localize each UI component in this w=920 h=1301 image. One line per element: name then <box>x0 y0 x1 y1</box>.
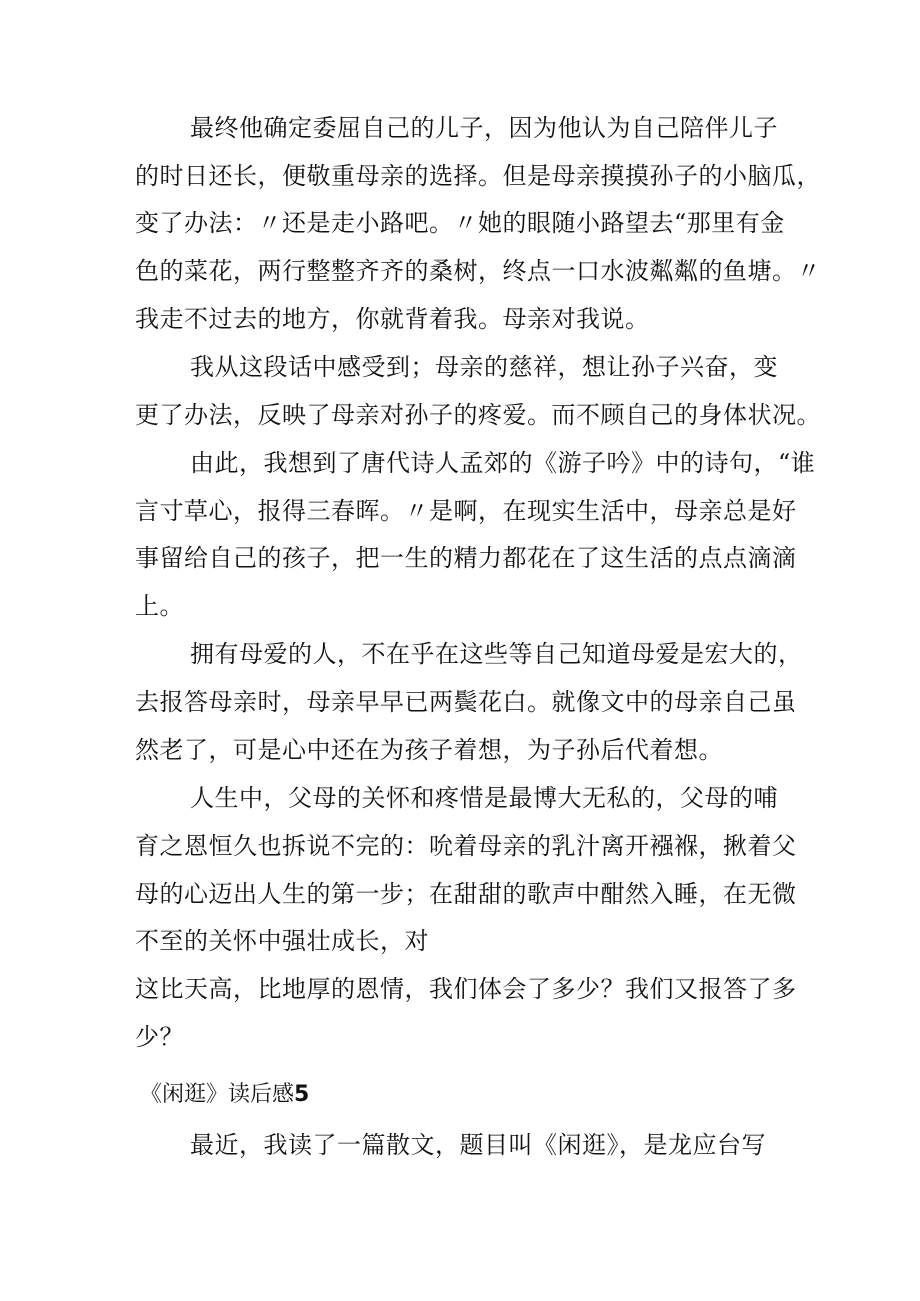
paragraph-3-line-1: 由此，我想到了唐代诗人孟郊的《游子吟》中的诗句，“谁 <box>190 449 816 477</box>
paragraph-1-line-2: 的时日还长，便敬重母亲的选择。但是母亲摸摸孙子的小脑瓜， <box>135 162 821 190</box>
paragraph-1-line-4: 色的菜花，两行整整齐齐的桑树，终点一口水波粼粼的鱼塘。〃 <box>135 257 821 285</box>
paragraph-4-line-3: 然老了，可是心中还在为孩子着想，为子孙后代着想。 <box>135 736 723 764</box>
paragraph-6-line-1: 这比天高，比地厚的恩情，我们体会了多少？我们又报答了多 <box>135 975 797 1003</box>
paragraph-1-line-1: 最终他确定委屈自己的儿子，因为他认为自己陪伴儿子 <box>190 114 778 142</box>
paragraph-2-line-2: 更了办法，反映了母亲对孙子的疼爱。而不顾自己的身体状况。 <box>135 401 821 429</box>
paragraph-3-line-2: 言寸草心，报得三春晖。〃是啊，在现实生活中，母亲总是好 <box>135 497 797 525</box>
paragraph-4-line-1: 拥有母爱的人，不在乎在这些等自己知道母爱是宏大的， <box>190 640 803 668</box>
paragraph-3-line-3: 事留给自己的孩子，把一生的精力都花在了这生活的点点滴滴 <box>135 544 797 572</box>
paragraph-3-line-4: 上。 <box>135 592 184 620</box>
paragraph-1-line-5: 我走不过去的地方，你就背着我。母亲对我说。 <box>135 305 650 333</box>
paragraph-7-line-1: 最近，我读了一篇散文，题目叫《闲逛》，是龙应台写 <box>190 1131 766 1159</box>
paragraph-6-line-2: 少？ <box>135 1023 184 1051</box>
section-heading <box>140 1080 309 1110</box>
paragraph-4-line-2: 去报答母亲时，母亲早早已两鬓花白。就像文中的母亲自己虽 <box>135 688 797 716</box>
paragraph-2-line-1: 我从这段话中感受到；母亲的慈祥，想让孙子兴奋，变 <box>190 353 778 381</box>
section-heading-text: 《闲逛》读后感 <box>140 1082 295 1107</box>
paragraph-5-line-1: 人生中，父母的关怀和疼惜是最博大无私的，父母的哺 <box>190 784 778 812</box>
paragraph-5-line-4: 不至的关怀中强壮成长，对 <box>135 927 429 955</box>
paragraph-5-line-2: 育之恩恒久也拆说不完的：吮着母亲的乳汁离开襁褓，揪着父 <box>135 832 797 860</box>
paragraph-1-line-3: 变了办法：〃还是走小路吧。〃她的眼随小路望去“那里有金 <box>135 209 785 237</box>
section-heading-number: 5 <box>294 1082 310 1107</box>
paragraph-5-line-3: 母的心迈出人生的第一步；在甜甜的歌声中酣然入睡，在无微 <box>135 880 797 908</box>
